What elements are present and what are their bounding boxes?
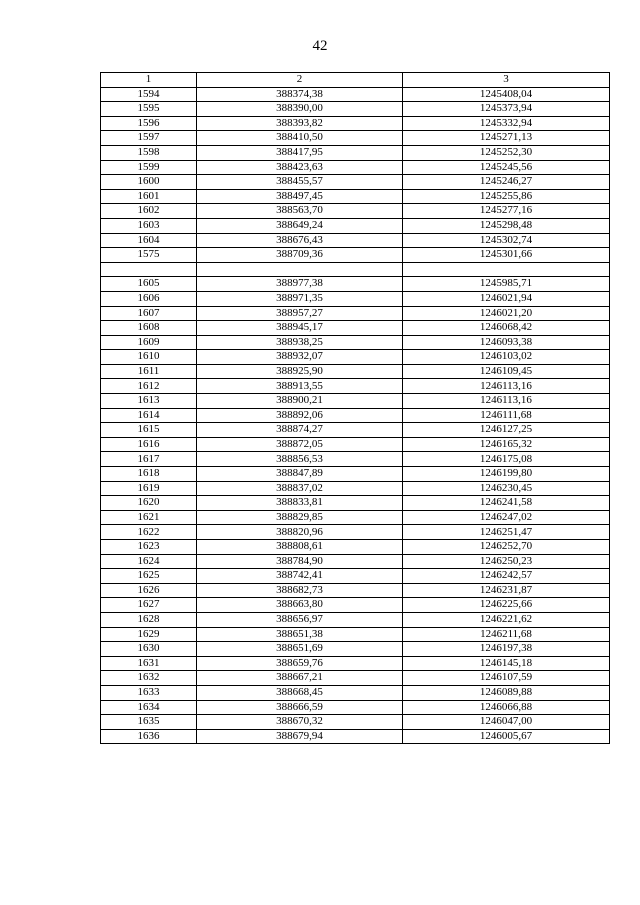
table-row	[101, 335, 610, 350]
x-coordinate-cell: 388925,90	[197, 364, 403, 379]
y-coordinate-cell: 1246242,57	[403, 569, 610, 584]
x-coordinate-cell: 388374,38	[197, 87, 403, 102]
y-coordinate-cell	[403, 262, 610, 277]
y-coordinate-cell: 1245277,16	[403, 204, 610, 219]
y-coordinate-cell: 1245301,66	[403, 248, 610, 263]
y-coordinate-cell: 1245985,71	[403, 277, 610, 292]
point-number-cell: 1608	[101, 321, 197, 336]
x-coordinate-cell: 388676,43	[197, 233, 403, 248]
y-coordinate-cell: 1246066,88	[403, 700, 610, 715]
table-row	[101, 321, 610, 336]
table-row	[101, 364, 610, 379]
x-coordinate-cell: 388670,32	[197, 715, 403, 730]
x-coordinate-cell: 388663,80	[197, 598, 403, 613]
table-row	[101, 598, 610, 613]
x-coordinate-cell: 388455,57	[197, 175, 403, 190]
x-coordinate-cell: 388651,38	[197, 627, 403, 642]
point-number-cell: 1600	[101, 175, 197, 190]
x-coordinate-cell: 388829,85	[197, 510, 403, 525]
table-row	[101, 218, 610, 233]
x-coordinate-cell: 388977,38	[197, 277, 403, 292]
y-coordinate-cell: 1246231,87	[403, 583, 610, 598]
y-coordinate-cell: 1246047,00	[403, 715, 610, 730]
x-coordinate-cell: 388742,41	[197, 569, 403, 584]
x-coordinate-cell: 388667,21	[197, 671, 403, 686]
x-coordinate-cell: 388872,05	[197, 437, 403, 452]
y-coordinate-cell: 1245255,86	[403, 189, 610, 204]
y-coordinate-cell: 1246107,59	[403, 671, 610, 686]
y-coordinate-cell: 1246111,68	[403, 408, 610, 423]
table-row	[101, 408, 610, 423]
x-coordinate-cell: 388651,69	[197, 642, 403, 657]
point-number-cell: 1621	[101, 510, 197, 525]
y-coordinate-cell: 1246221,62	[403, 612, 610, 627]
x-coordinate-cell: 388649,24	[197, 218, 403, 233]
y-coordinate-cell: 1245302,74	[403, 233, 610, 248]
y-coordinate-cell: 1246103,02	[403, 350, 610, 365]
x-coordinate-cell: 388945,17	[197, 321, 403, 336]
table-row	[101, 671, 610, 686]
y-coordinate-cell: 1246127,25	[403, 423, 610, 438]
x-coordinate-cell: 388847,89	[197, 467, 403, 482]
y-coordinate-cell: 1246089,88	[403, 685, 610, 700]
point-number-cell: 1619	[101, 481, 197, 496]
x-coordinate-cell: 388682,73	[197, 583, 403, 598]
x-coordinate-cell: 388666,59	[197, 700, 403, 715]
table-row	[101, 612, 610, 627]
point-number-cell: 1618	[101, 467, 197, 482]
table-row	[101, 583, 610, 598]
x-coordinate-cell: 388837,02	[197, 481, 403, 496]
table-row	[101, 116, 610, 131]
y-coordinate-cell: 1246225,66	[403, 598, 610, 613]
x-coordinate-cell: 388656,97	[197, 612, 403, 627]
y-coordinate-cell: 1246175,08	[403, 452, 610, 467]
table-row	[101, 394, 610, 409]
x-coordinate-cell: 388679,94	[197, 729, 403, 744]
point-number-cell: 1625	[101, 569, 197, 584]
point-number-cell: 1599	[101, 160, 197, 175]
table-row	[101, 510, 610, 525]
point-number-cell: 1612	[101, 379, 197, 394]
x-coordinate-cell: 388497,45	[197, 189, 403, 204]
table-row	[101, 715, 610, 730]
x-coordinate-cell: 388784,90	[197, 554, 403, 569]
x-coordinate-cell: 388390,00	[197, 102, 403, 117]
x-coordinate-cell: 388808,61	[197, 540, 403, 555]
y-coordinate-cell: 1246252,70	[403, 540, 610, 555]
y-coordinate-cell: 1246247,02	[403, 510, 610, 525]
point-number-cell: 1623	[101, 540, 197, 555]
table-row	[101, 233, 610, 248]
point-number-cell: 1602	[101, 204, 197, 219]
point-number-cell: 1622	[101, 525, 197, 540]
table-row	[101, 131, 610, 146]
table-row	[101, 350, 610, 365]
x-coordinate-cell: 388393,82	[197, 116, 403, 131]
y-coordinate-cell: 1246145,18	[403, 656, 610, 671]
y-coordinate-cell: 1245373,94	[403, 102, 610, 117]
table-row	[101, 700, 610, 715]
point-number-cell: 1617	[101, 452, 197, 467]
point-number-cell: 1614	[101, 408, 197, 423]
y-coordinate-cell: 1246250,23	[403, 554, 610, 569]
point-number-cell: 1597	[101, 131, 197, 146]
table-row	[101, 306, 610, 321]
y-coordinate-cell: 1246093,38	[403, 335, 610, 350]
y-coordinate-cell: 1246241,58	[403, 496, 610, 511]
point-number-cell: 1633	[101, 685, 197, 700]
x-coordinate-cell: 388820,96	[197, 525, 403, 540]
point-number-cell: 1636	[101, 729, 197, 744]
x-coordinate-cell: 388874,27	[197, 423, 403, 438]
point-number-cell: 1606	[101, 291, 197, 306]
column-header-2: 2	[197, 73, 403, 88]
x-coordinate-cell: 388423,63	[197, 160, 403, 175]
table-row	[101, 540, 610, 555]
y-coordinate-cell: 1246068,42	[403, 321, 610, 336]
point-number-cell: 1595	[101, 102, 197, 117]
x-coordinate-cell: 388957,27	[197, 306, 403, 321]
x-coordinate-cell: 388913,55	[197, 379, 403, 394]
table-row	[101, 175, 610, 190]
y-coordinate-cell: 1246021,20	[403, 306, 610, 321]
table-row	[101, 204, 610, 219]
table-row	[101, 481, 610, 496]
x-coordinate-cell: 388668,45	[197, 685, 403, 700]
table-row	[101, 87, 610, 102]
table-row	[101, 656, 610, 671]
point-number-cell: 1601	[101, 189, 197, 204]
y-coordinate-cell: 1246021,94	[403, 291, 610, 306]
point-number-cell: 1607	[101, 306, 197, 321]
point-number-cell: 1626	[101, 583, 197, 598]
y-coordinate-cell: 1246211,68	[403, 627, 610, 642]
x-coordinate-cell: 388659,76	[197, 656, 403, 671]
point-number-cell: 1609	[101, 335, 197, 350]
table-row	[101, 145, 610, 160]
y-coordinate-cell: 1246199,80	[403, 467, 610, 482]
point-number-cell: 1611	[101, 364, 197, 379]
x-coordinate-cell: 388563,70	[197, 204, 403, 219]
point-number-cell: 1603	[101, 218, 197, 233]
y-coordinate-cell: 1246165,32	[403, 437, 610, 452]
point-number-cell: 1575	[101, 248, 197, 263]
table-row	[101, 189, 610, 204]
table-row	[101, 496, 610, 511]
point-number-cell: 1620	[101, 496, 197, 511]
y-coordinate-cell: 1246251,47	[403, 525, 610, 540]
table-row	[101, 248, 610, 263]
table-body	[101, 87, 610, 744]
y-coordinate-cell: 1246113,16	[403, 379, 610, 394]
table-row	[101, 291, 610, 306]
y-coordinate-cell: 1245246,27	[403, 175, 610, 190]
x-coordinate-cell: 388900,21	[197, 394, 403, 409]
point-number-cell: 1630	[101, 642, 197, 657]
x-coordinate-cell: 388410,50	[197, 131, 403, 146]
x-coordinate-cell: 388709,36	[197, 248, 403, 263]
x-coordinate-cell: 388417,95	[197, 145, 403, 160]
table-row	[101, 102, 610, 117]
point-number-cell	[101, 262, 197, 277]
y-coordinate-cell: 1245271,13	[403, 131, 610, 146]
table-row	[101, 569, 610, 584]
x-coordinate-cell: 388856,53	[197, 452, 403, 467]
table-row	[101, 627, 610, 642]
point-number-cell: 1605	[101, 277, 197, 292]
table-row	[101, 437, 610, 452]
point-number-cell: 1610	[101, 350, 197, 365]
y-coordinate-cell: 1245408,04	[403, 87, 610, 102]
y-coordinate-cell: 1246230,45	[403, 481, 610, 496]
table-row	[101, 729, 610, 744]
column-header-1: 1	[101, 73, 197, 88]
point-number-cell: 1634	[101, 700, 197, 715]
point-number-cell: 1604	[101, 233, 197, 248]
y-coordinate-cell: 1245245,56	[403, 160, 610, 175]
table-row	[101, 525, 610, 540]
table-header-row	[101, 73, 610, 88]
y-coordinate-cell: 1246197,38	[403, 642, 610, 657]
point-number-cell: 1615	[101, 423, 197, 438]
table-row	[101, 685, 610, 700]
x-coordinate-cell: 388833,81	[197, 496, 403, 511]
point-number-cell: 1632	[101, 671, 197, 686]
table-row	[101, 379, 610, 394]
table-row	[101, 277, 610, 292]
column-header-3: 3	[403, 73, 610, 88]
point-number-cell: 1627	[101, 598, 197, 613]
x-coordinate-cell: 388932,07	[197, 350, 403, 365]
x-coordinate-cell: 388971,35	[197, 291, 403, 306]
coordinates-table	[100, 72, 610, 744]
y-coordinate-cell: 1245252,30	[403, 145, 610, 160]
point-number-cell: 1598	[101, 145, 197, 160]
x-coordinate-cell: 388938,25	[197, 335, 403, 350]
x-coordinate-cell	[197, 262, 403, 277]
table-row	[101, 554, 610, 569]
table-row	[101, 423, 610, 438]
point-number-cell: 1629	[101, 627, 197, 642]
point-number-cell: 1613	[101, 394, 197, 409]
point-number-cell: 1628	[101, 612, 197, 627]
point-number-cell: 1596	[101, 116, 197, 131]
table-row	[101, 642, 610, 657]
y-coordinate-cell: 1246113,16	[403, 394, 610, 409]
table-row	[101, 160, 610, 175]
table-row	[101, 452, 610, 467]
y-coordinate-cell: 1245332,94	[403, 116, 610, 131]
point-number-cell: 1624	[101, 554, 197, 569]
y-coordinate-cell: 1245298,48	[403, 218, 610, 233]
table-row	[101, 467, 610, 482]
x-coordinate-cell: 388892,06	[197, 408, 403, 423]
point-number-cell: 1594	[101, 87, 197, 102]
y-coordinate-cell: 1246005,67	[403, 729, 610, 744]
point-number-cell: 1635	[101, 715, 197, 730]
point-number-cell: 1631	[101, 656, 197, 671]
page-number: 42	[312, 38, 328, 54]
point-number-cell: 1616	[101, 437, 197, 452]
y-coordinate-cell: 1246109,45	[403, 364, 610, 379]
table-row	[101, 262, 610, 277]
